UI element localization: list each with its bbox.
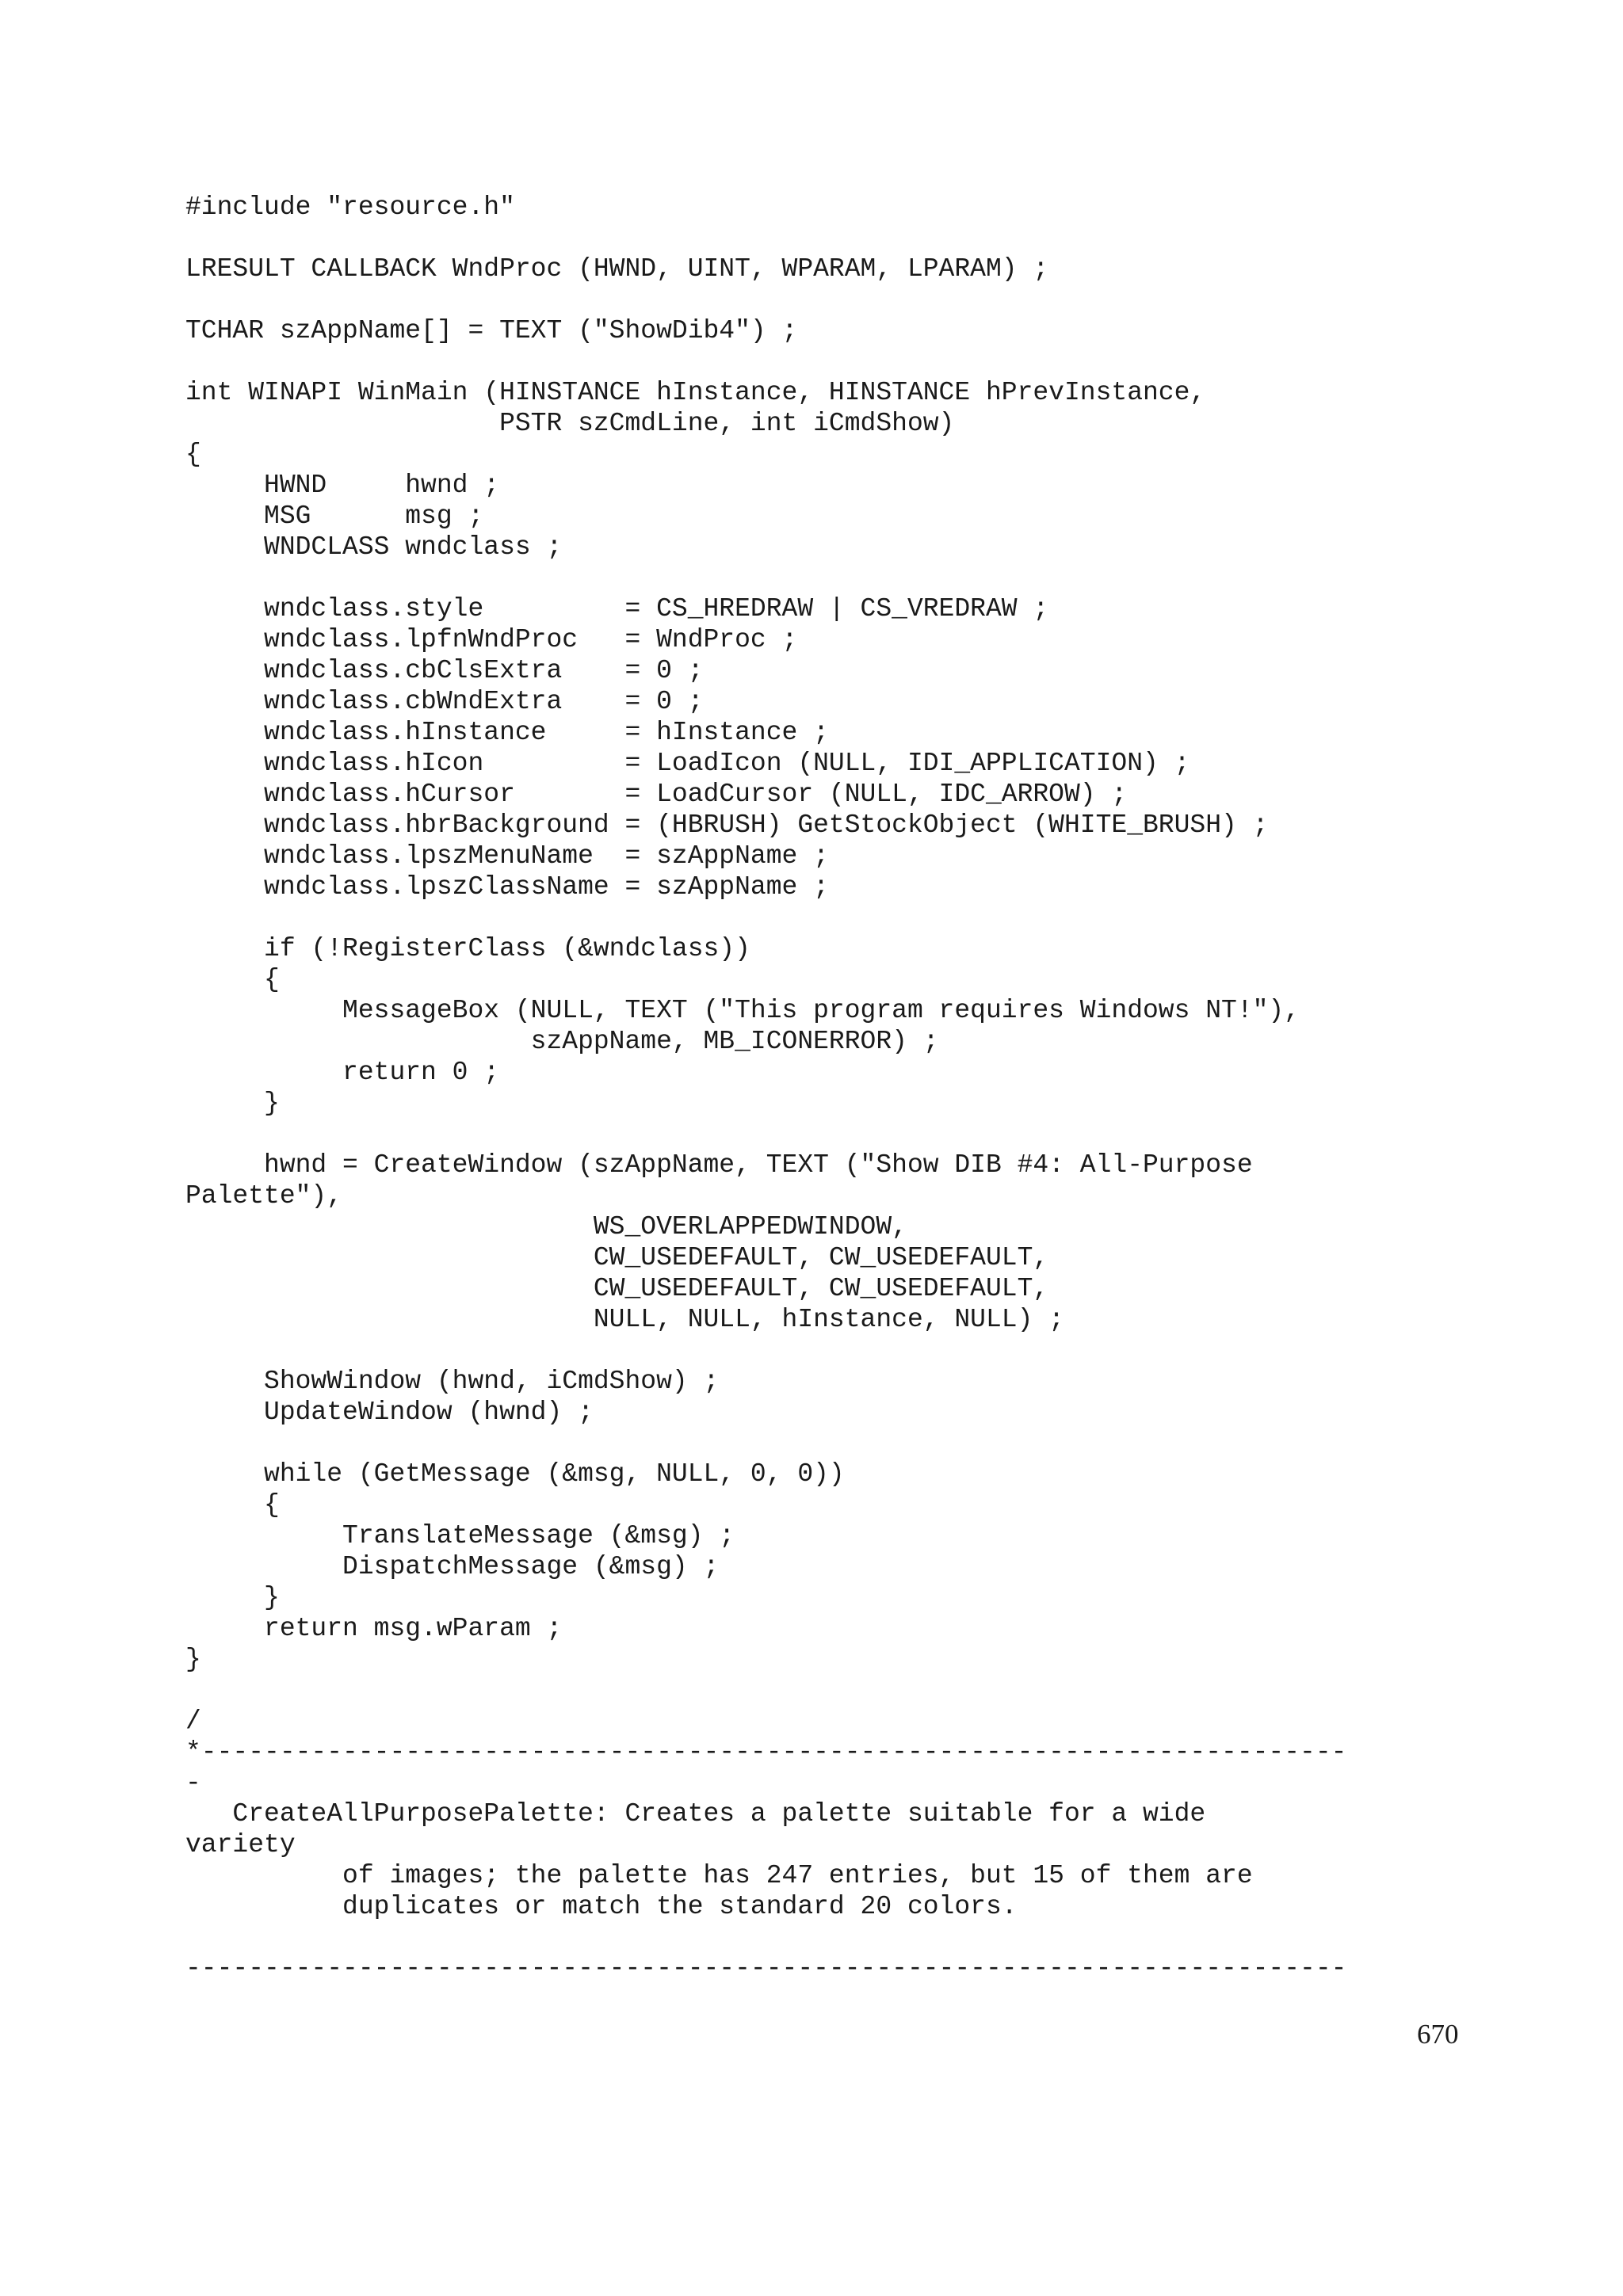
code-line: WNDCLASS wndclass ; — [185, 532, 563, 562]
code-line — [185, 1335, 1346, 1366]
code-line — [185, 1922, 1346, 1953]
code-line: return msg.wParam ; — [185, 1614, 563, 1643]
code-line: UpdateWindow (hwnd) ; — [185, 1398, 594, 1427]
code-line: wndclass.hbrBackground = (HBRUSH) GetStockObject (WHITE_BRUSH) ; — [185, 810, 1269, 840]
code-line: } — [185, 1645, 201, 1674]
code-line: { — [185, 440, 201, 469]
code-line: int WINAPI WinMain (HINSTANCE hInstance, HINSTANCE hPrevInstance, — [185, 378, 1206, 407]
code-line: wndclass.hIcon = LoadIcon (NULL, IDI_APPLICATION) ; — [185, 749, 1190, 778]
code-line: / — [185, 1707, 201, 1736]
code-line: -------------------------------------------------------------------------- — [185, 1954, 1347, 1983]
code-line: MSG msg ; — [185, 502, 484, 531]
code-line: TCHAR szAppName[] = TEXT ("ShowDib4") ; — [185, 316, 798, 345]
code-line: wndclass.lpszMenuName = szAppName ; — [185, 841, 829, 871]
code-line: CW_USEDEFAULT, CW_USEDEFAULT, — [185, 1274, 1049, 1303]
code-line: LRESULT CALLBACK WndProc (HWND, UINT, WPARAM, LPARAM) ; — [185, 254, 1049, 284]
code-line: CreateAllPurposePalette: Creates a palette suitable for a wide — [185, 1799, 1206, 1829]
code-line: HWND hwnd ; — [185, 471, 500, 500]
code-line — [185, 1428, 1346, 1459]
code-line: wndclass.lpfnWndProc = WndProc ; — [185, 625, 798, 654]
code-line: ShowWindow (hwnd, iCmdShow) ; — [185, 1367, 720, 1396]
code-line — [185, 346, 1346, 377]
code-line: WS_OVERLAPPEDWINDOW, — [185, 1212, 907, 1241]
code-line — [185, 1675, 1346, 1706]
code-line: MessageBox (NULL, TEXT ("This program requires Windows NT!"), — [185, 996, 1300, 1025]
code-line: hwnd = CreateWindow (szAppName, TEXT ("Show DIB #4: All-Purpose — [185, 1150, 1253, 1180]
code-line: variety — [185, 1830, 296, 1859]
code-line: duplicates or match the standard 20 colors. — [185, 1892, 1018, 1921]
code-line — [185, 284, 1346, 315]
code-line — [185, 223, 1346, 254]
code-line: TranslateMessage (&msg) ; — [185, 1521, 735, 1550]
code-line: #include "resource.h" — [185, 193, 515, 222]
code-line: wndclass.hInstance = hInstance ; — [185, 718, 829, 747]
code-line: NULL, NULL, hInstance, NULL) ; — [185, 1305, 1064, 1334]
code-line — [185, 563, 1346, 593]
code-line: } — [185, 1583, 280, 1612]
code-line: return 0 ; — [185, 1058, 500, 1087]
code-line: CW_USEDEFAULT, CW_USEDEFAULT, — [185, 1243, 1049, 1272]
code-line: wndclass.hCursor = LoadCursor (NULL, IDC_ARROW) ; — [185, 780, 1128, 809]
code-line: while (GetMessage (&msg, NULL, 0, 0)) — [185, 1459, 845, 1489]
code-line — [185, 1119, 1346, 1150]
code-line: wndclass.cbClsExtra = 0 ; — [185, 656, 704, 685]
code-line: wndclass.cbWndExtra = 0 ; — [185, 687, 704, 716]
code-line: } — [185, 1089, 280, 1118]
page-number: 670 — [1417, 2019, 1459, 2050]
code-line: wndclass.lpszClassName = szAppName ; — [185, 872, 829, 902]
code-line: if (!RegisterClass (&wndclass)) — [185, 934, 750, 963]
code-line: { — [185, 1490, 280, 1520]
code-line — [185, 902, 1346, 933]
code-line: DispatchMessage (&msg) ; — [185, 1552, 720, 1581]
code-line: { — [185, 965, 280, 994]
code-line: szAppName, MB_ICONERROR) ; — [185, 1027, 939, 1056]
code-line: *------------------------------------------------------------------------- — [185, 1737, 1347, 1767]
code-line: - — [185, 1768, 201, 1798]
code-line: wndclass.style = CS_HREDRAW | CS_VREDRAW ; — [185, 594, 1049, 624]
code-line: of images; the palette has 247 entries, but 15 of them are — [185, 1861, 1253, 1890]
code-line: PSTR szCmdLine, int iCmdShow) — [185, 409, 955, 438]
code-line: Palette"), — [185, 1181, 343, 1211]
code-listing — [185, 192, 1346, 1984]
